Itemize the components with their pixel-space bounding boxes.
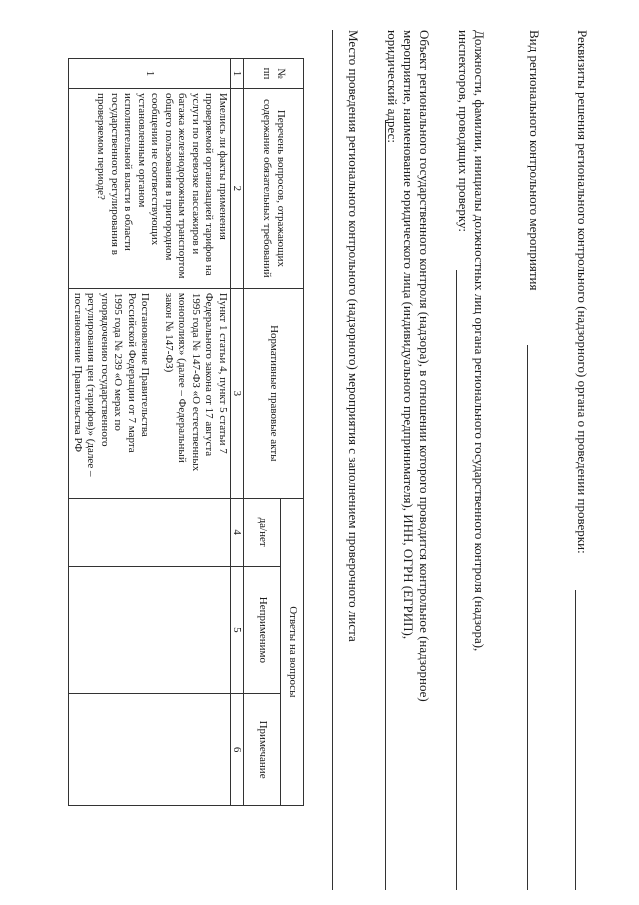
field-object-line3: юридический адрес: <box>385 30 400 143</box>
inspection-kind-fill-line <box>527 345 528 890</box>
column-number: 1 <box>231 59 244 89</box>
header-legal-acts: Нормативные правовые акты <box>244 288 304 498</box>
field-object-line2: мероприятие, наименование юридического лица (индивидуального предпринимателя), ИНН, ОГРН (ЕГРИП), <box>401 30 416 640</box>
header-number: № пп <box>244 59 304 89</box>
row-legal-acts: Пункт 1 статьи 4, пункт 5 статьи 7 Федерального закона от 17 августа 1995 года № 147-ФЗ «О естественных монополиях» (далее – Федеральный закон № 147-ФЗ) Постановление Правительства Российской Федерации от 7 марта 1995 года № 239 «О мерах по упорядочению государственного регулирования цен (тарифов)» (далее – постановление Правительства РФ <box>69 288 231 498</box>
column-number: 3 <box>231 288 244 498</box>
row-number: 1 <box>69 59 231 89</box>
row-answer-note[interactable] <box>69 694 231 806</box>
field-place: Место проведения регионального контрольного (надзорного) мероприятия с заполнением проверочного листа <box>346 30 361 642</box>
column-number-row <box>231 59 244 806</box>
heading-fill-line <box>575 590 576 890</box>
header-questions: Перечень вопросов, отражающих содержание обязательных требований <box>244 88 304 288</box>
header-yes-no: да/нет <box>244 498 281 566</box>
header-answers: Ответы на вопросы <box>281 498 304 805</box>
field-inspectors-line2: инспекторов, проводящих проверку: <box>456 30 471 233</box>
row-answer-yes-no[interactable] <box>69 498 231 566</box>
column-number: 5 <box>231 566 244 694</box>
column-number: 2 <box>231 88 244 288</box>
table-row <box>69 59 231 806</box>
field-inspectors-line1: Должности, фамилии, инициалы должностных лиц органа регионального государственного контроля (надзора), <box>472 30 487 652</box>
object-fill-line <box>385 120 386 890</box>
header-note: Примечание <box>244 694 281 806</box>
document-heading: Реквизиты решения регионального контрольного (надзорного) органа о проведении проверки: <box>575 30 590 554</box>
field-object-line1: Объект регионального государственного контроля (надзора), в отношении которого проводится контрольное (надзорное) <box>417 30 432 702</box>
row-answer-not-applicable[interactable] <box>69 566 231 694</box>
place-fill-line <box>332 30 333 890</box>
field-inspection-kind: Вид регионального контрольного мероприятия <box>527 30 542 291</box>
inspectors-fill-line <box>456 270 457 890</box>
column-number: 4 <box>231 498 244 566</box>
checklist-table <box>69 58 305 806</box>
column-number: 6 <box>231 694 244 806</box>
header-not-applicable: Неприменимо <box>244 566 281 694</box>
row-question: Имелись ли факты применения проверяемой организацией тарифов на услуги по перевозке пассажиров и багажа железнодорожным транспортом общего пользования в пригородном сообщении не соответствующих установленным органом исполнительной власти в области государственного регулирования в проверяемом периоде? <box>69 88 231 288</box>
